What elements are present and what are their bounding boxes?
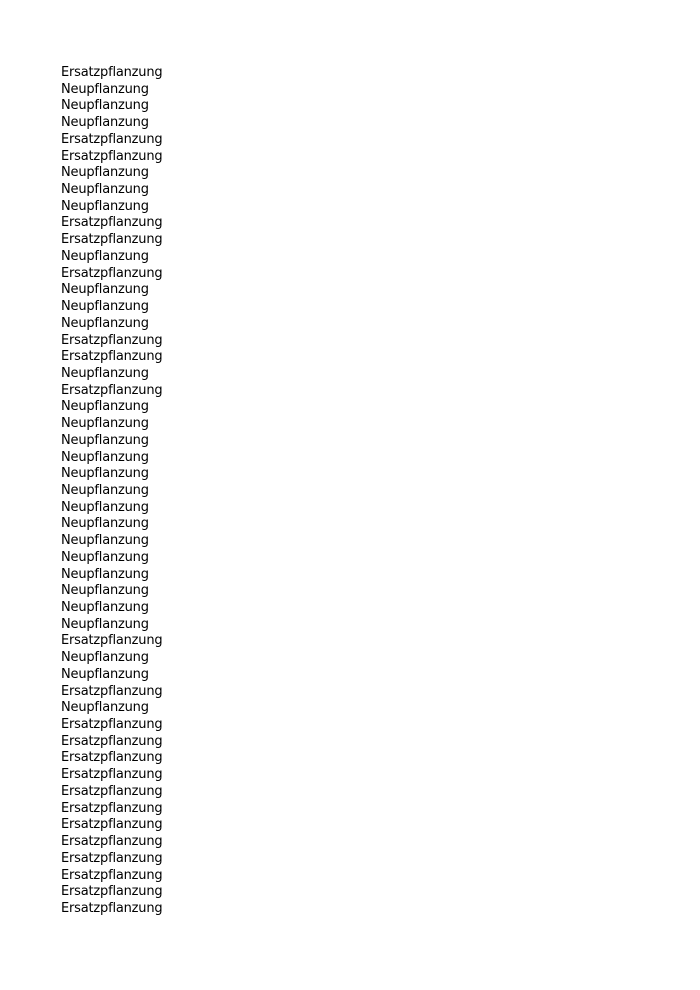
list-item: Neupflanzung	[61, 299, 149, 315]
list-item: Ersatzpflanzung	[61, 265, 163, 281]
list-item: Neupflanzung	[61, 248, 149, 264]
list-item: Neupflanzung	[61, 432, 149, 448]
list-item: Neupflanzung	[61, 700, 149, 716]
list-item: Neupflanzung	[61, 549, 149, 565]
list-item: Ersatzpflanzung	[61, 717, 163, 733]
list-item: Ersatzpflanzung	[61, 382, 163, 398]
list-item: Neupflanzung	[61, 482, 149, 498]
list-item: Ersatzpflanzung	[61, 767, 163, 783]
list-item: Neupflanzung	[61, 98, 149, 114]
list-item: Neupflanzung	[61, 365, 149, 381]
list-item: Ersatzpflanzung	[61, 783, 163, 799]
list-item: Neupflanzung	[61, 115, 149, 131]
list-item: Ersatzpflanzung	[61, 131, 163, 147]
list-item: Neupflanzung	[61, 165, 149, 181]
list-item: Neupflanzung	[61, 516, 149, 532]
list-item: Neupflanzung	[61, 566, 149, 582]
list-item: Neupflanzung	[61, 416, 149, 432]
list-item: Neupflanzung	[61, 198, 149, 214]
list-item: Neupflanzung	[61, 650, 149, 666]
planting-type-list	[61, 65, 162, 918]
list-item: Neupflanzung	[61, 315, 149, 331]
list-item: Ersatzpflanzung	[61, 349, 163, 365]
list-item: Neupflanzung	[61, 499, 149, 515]
list-item: Neupflanzung	[61, 81, 149, 97]
list-item: Neupflanzung	[61, 182, 149, 198]
list-item: Neupflanzung	[61, 399, 149, 415]
list-item: Neupflanzung	[61, 583, 149, 599]
list-item: Neupflanzung	[61, 616, 149, 632]
list-item: Neupflanzung	[61, 666, 149, 682]
list-item: Ersatzpflanzung	[61, 884, 163, 900]
list-item: Ersatzpflanzung	[61, 800, 163, 816]
list-item: Ersatzpflanzung	[61, 683, 163, 699]
list-item: Neupflanzung	[61, 533, 149, 549]
list-item: Ersatzpflanzung	[61, 817, 163, 833]
list-item: Ersatzpflanzung	[61, 633, 163, 649]
list-item: Ersatzpflanzung	[61, 65, 163, 80]
list-item: Neupflanzung	[61, 466, 149, 482]
list-item: Ersatzpflanzung	[61, 148, 163, 164]
list-item: Neupflanzung	[61, 282, 149, 298]
list-item: Neupflanzung	[61, 600, 149, 615]
list-item: Ersatzpflanzung	[61, 850, 163, 866]
list-item: Ersatzpflanzung	[61, 867, 163, 883]
list-item: Ersatzpflanzung	[61, 750, 163, 766]
list-item: Ersatzpflanzung	[61, 834, 163, 850]
list-item: Ersatzpflanzung	[61, 733, 163, 749]
list-item: Ersatzpflanzung	[61, 215, 163, 231]
list-item: Neupflanzung	[61, 449, 149, 465]
list-item: Ersatzpflanzung	[61, 900, 163, 916]
list-item: Ersatzpflanzung	[61, 232, 163, 248]
list-item: Ersatzpflanzung	[61, 332, 163, 348]
